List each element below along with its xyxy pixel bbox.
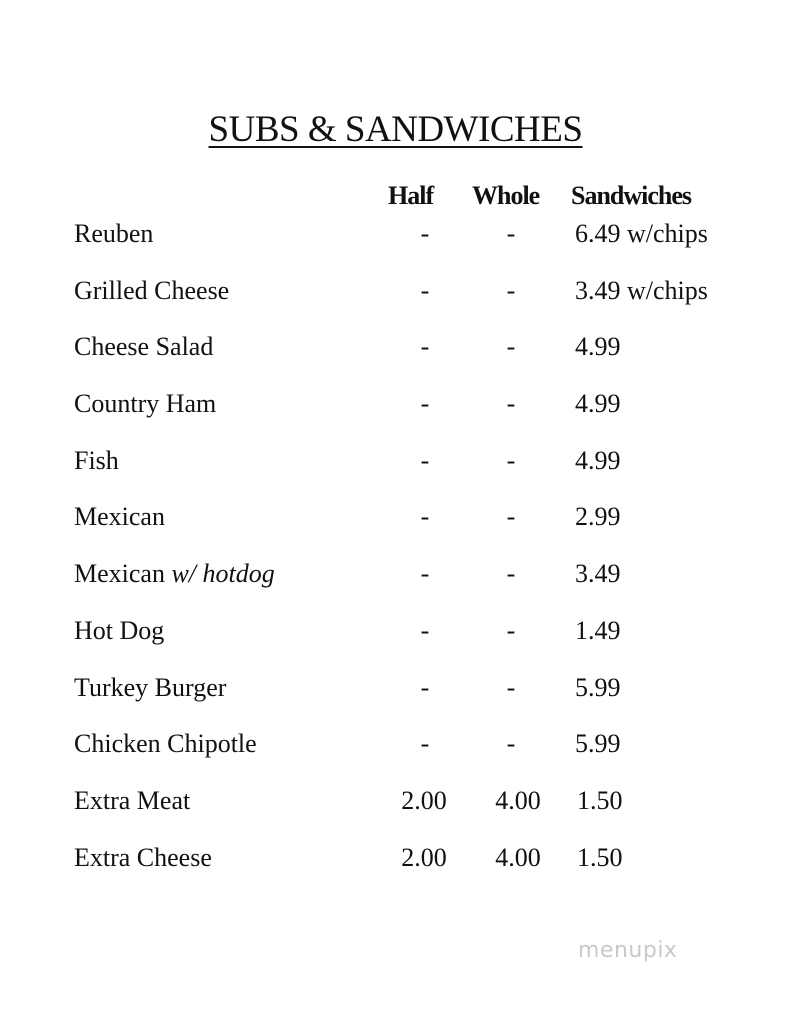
menu-row [0,843,791,900]
item-note: w/ hotdog [171,559,275,589]
price-whole: - [506,445,516,475]
price-sandwich: 4.99 [575,389,621,419]
item-name: Turkey Burger [74,672,227,702]
price-half: - [420,729,430,759]
item-name: Cheese Salad [74,332,214,362]
price-whole: - [506,672,516,702]
price-half: 2.00 [401,842,447,872]
page-title: SUBS & SANDWICHES [208,109,583,150]
item-name: Reuben [74,219,154,248]
price-sandwich: 3.49 w/chips [575,275,708,305]
price-whole: - [506,219,516,248]
item-name: Country Ham [74,389,217,419]
menu-row [0,446,791,503]
column-header-sandwiches: Sandwiches [571,181,692,210]
price-half: - [420,615,430,645]
menu-row [0,502,791,559]
item-name: Mexican [74,502,165,532]
price-sandwich: 6.49 w/chips [575,219,708,248]
price-sandwich: 4.99 [575,445,621,475]
price-half: - [420,672,430,702]
price-whole: - [506,275,516,305]
menu-row [0,786,791,843]
price-sandwich: 2.99 [575,502,621,532]
menu-row [0,559,791,616]
price-half: - [420,332,430,362]
menu-row [0,219,791,276]
price-sandwich: 4.99 [575,332,621,362]
price-sandwich: 5.99 [575,729,621,759]
item-name: Extra Meat [74,785,191,815]
price-sandwich: 5.99 [575,672,621,702]
price-whole: - [506,729,516,759]
column-header-half: Half [388,181,434,210]
menu-list [0,219,791,899]
price-half: 2.00 [401,785,447,815]
price-whole: 4.00 [495,842,541,872]
menu-row [0,332,791,389]
price-whole: 4.00 [495,785,541,815]
price-whole: - [506,559,516,589]
price-half: - [420,559,430,589]
menupix-watermark: menupix [578,938,678,963]
price-sandwich: 3.49 [575,559,621,589]
column-header-whole: Whole [472,181,540,210]
price-half: - [420,389,430,419]
price-whole: - [506,332,516,362]
menu-row [0,729,791,786]
price-whole: - [506,615,516,645]
price-sandwich: 1.49 [575,615,621,645]
price-half: - [420,445,430,475]
price-whole: - [506,502,516,532]
item-name: Extra Cheese [74,842,212,872]
item-name: Hot Dog [74,615,165,645]
price-half: - [420,219,430,248]
item-name: Grilled Cheese [74,275,230,305]
price-whole: - [506,389,516,419]
menu-row [0,673,791,730]
menu-row [0,616,791,673]
price-sandwich: 1.50 [577,785,623,815]
price-half: - [420,502,430,532]
item-name: Fish [74,445,119,475]
price-half: - [420,275,430,305]
item-name: Chicken Chipotle [74,729,257,759]
menu-row [0,276,791,333]
item-name: Mexican w/ hotdog [74,559,275,589]
price-sandwich: 1.50 [577,842,623,872]
menu-row [0,389,791,446]
